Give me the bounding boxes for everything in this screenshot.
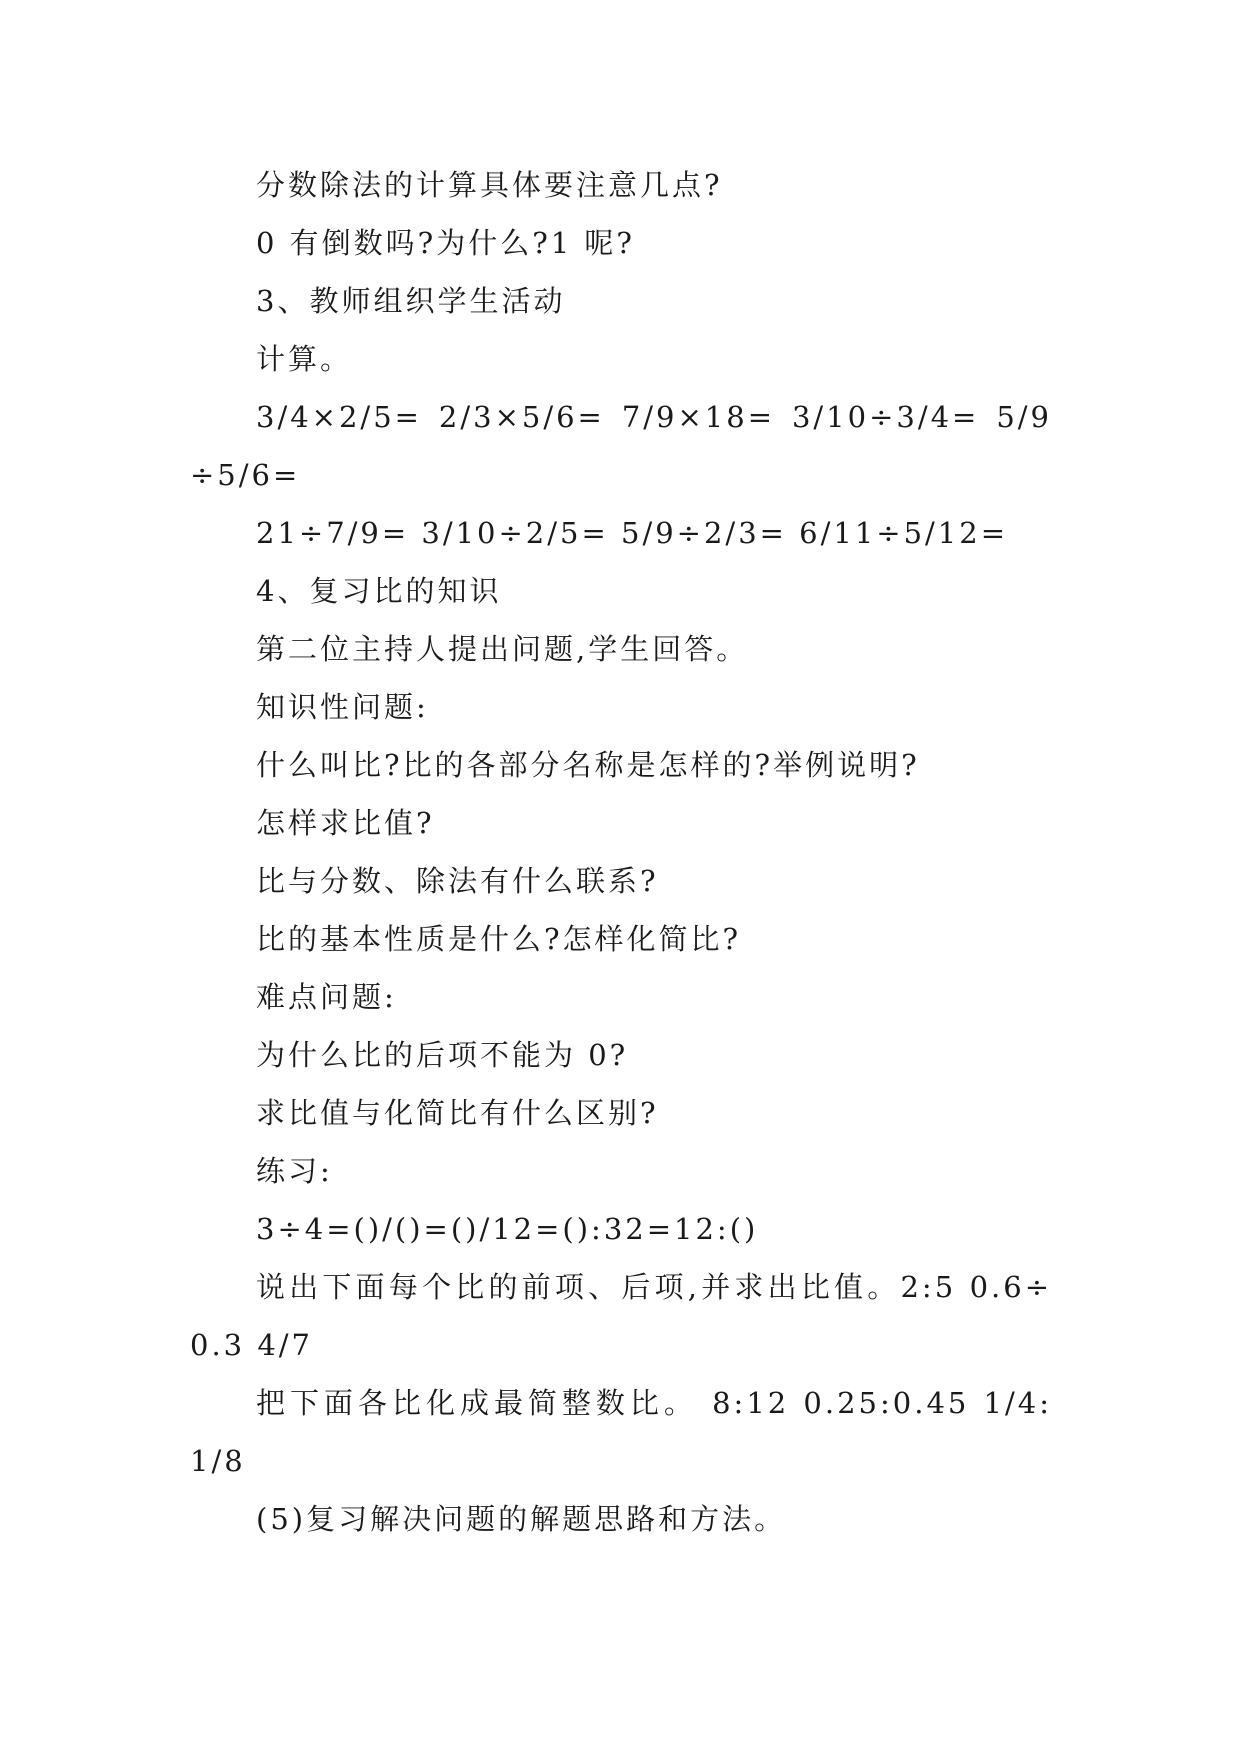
paragraph-section-3-heading: 3、教师组织学生活动 <box>256 284 566 318</box>
paragraph-value-vs-simplify: 求比值与化简比有什么区别? <box>256 1096 659 1130</box>
paragraph-practice-fill-blanks: 3÷4=()/()=()/12=():32=12:() <box>256 1212 759 1246</box>
paragraph-ratio-value: 怎样求比值? <box>256 806 435 840</box>
paragraph-exercise-row-1: 3/4×2/5= 2/3×5/6= 7/9×18= 3/10÷3/4= 5/9÷5/6= <box>190 400 1052 492</box>
paragraph-reciprocal-question: 0 有倒数吗?为什么?1 呢? <box>256 226 635 260</box>
paragraph-section-4-heading: 4、复习比的知识 <box>256 574 502 608</box>
paragraph-calculate: 计算。 <box>256 342 353 376</box>
document-body <box>190 156 1052 1548</box>
paragraph-difficult-questions-label: 难点问题: <box>256 980 397 1014</box>
paragraph-ratio-relation: 比与分数、除法有什么联系? <box>256 864 659 898</box>
paragraph-division-question: 分数除法的计算具体要注意几点? <box>256 168 723 202</box>
paragraph-practice-label: 练习: <box>256 1154 333 1188</box>
paragraph-practice-terms: 说出下面每个比的前项、后项,并求出比值。2:5 0.6÷0.3 4/7 <box>190 1270 1052 1362</box>
paragraph-second-host: 第二位主持人提出问题,学生回答。 <box>256 632 749 666</box>
paragraph-ratio-property: 比的基本性质是什么?怎样化简比? <box>256 922 742 956</box>
paragraph-section-5-heading: (5)复习解决问题的解题思路和方法。 <box>256 1502 787 1536</box>
paragraph-knowledge-questions-label: 知识性问题: <box>256 690 429 724</box>
paragraph-practice-simplify: 把下面各比化成最简整数比。 8:12 0.25:0.45 1/4:1/8 <box>190 1386 1052 1478</box>
paragraph-consequent-zero: 为什么比的后项不能为 0? <box>256 1038 629 1072</box>
paragraph-what-is-ratio: 什么叫比?比的各部分名称是怎样的?举例说明? <box>256 748 920 782</box>
paragraph-exercise-row-2: 21÷7/9= 3/10÷2/5= 5/9÷2/3= 6/11÷5/12= <box>256 516 1009 550</box>
